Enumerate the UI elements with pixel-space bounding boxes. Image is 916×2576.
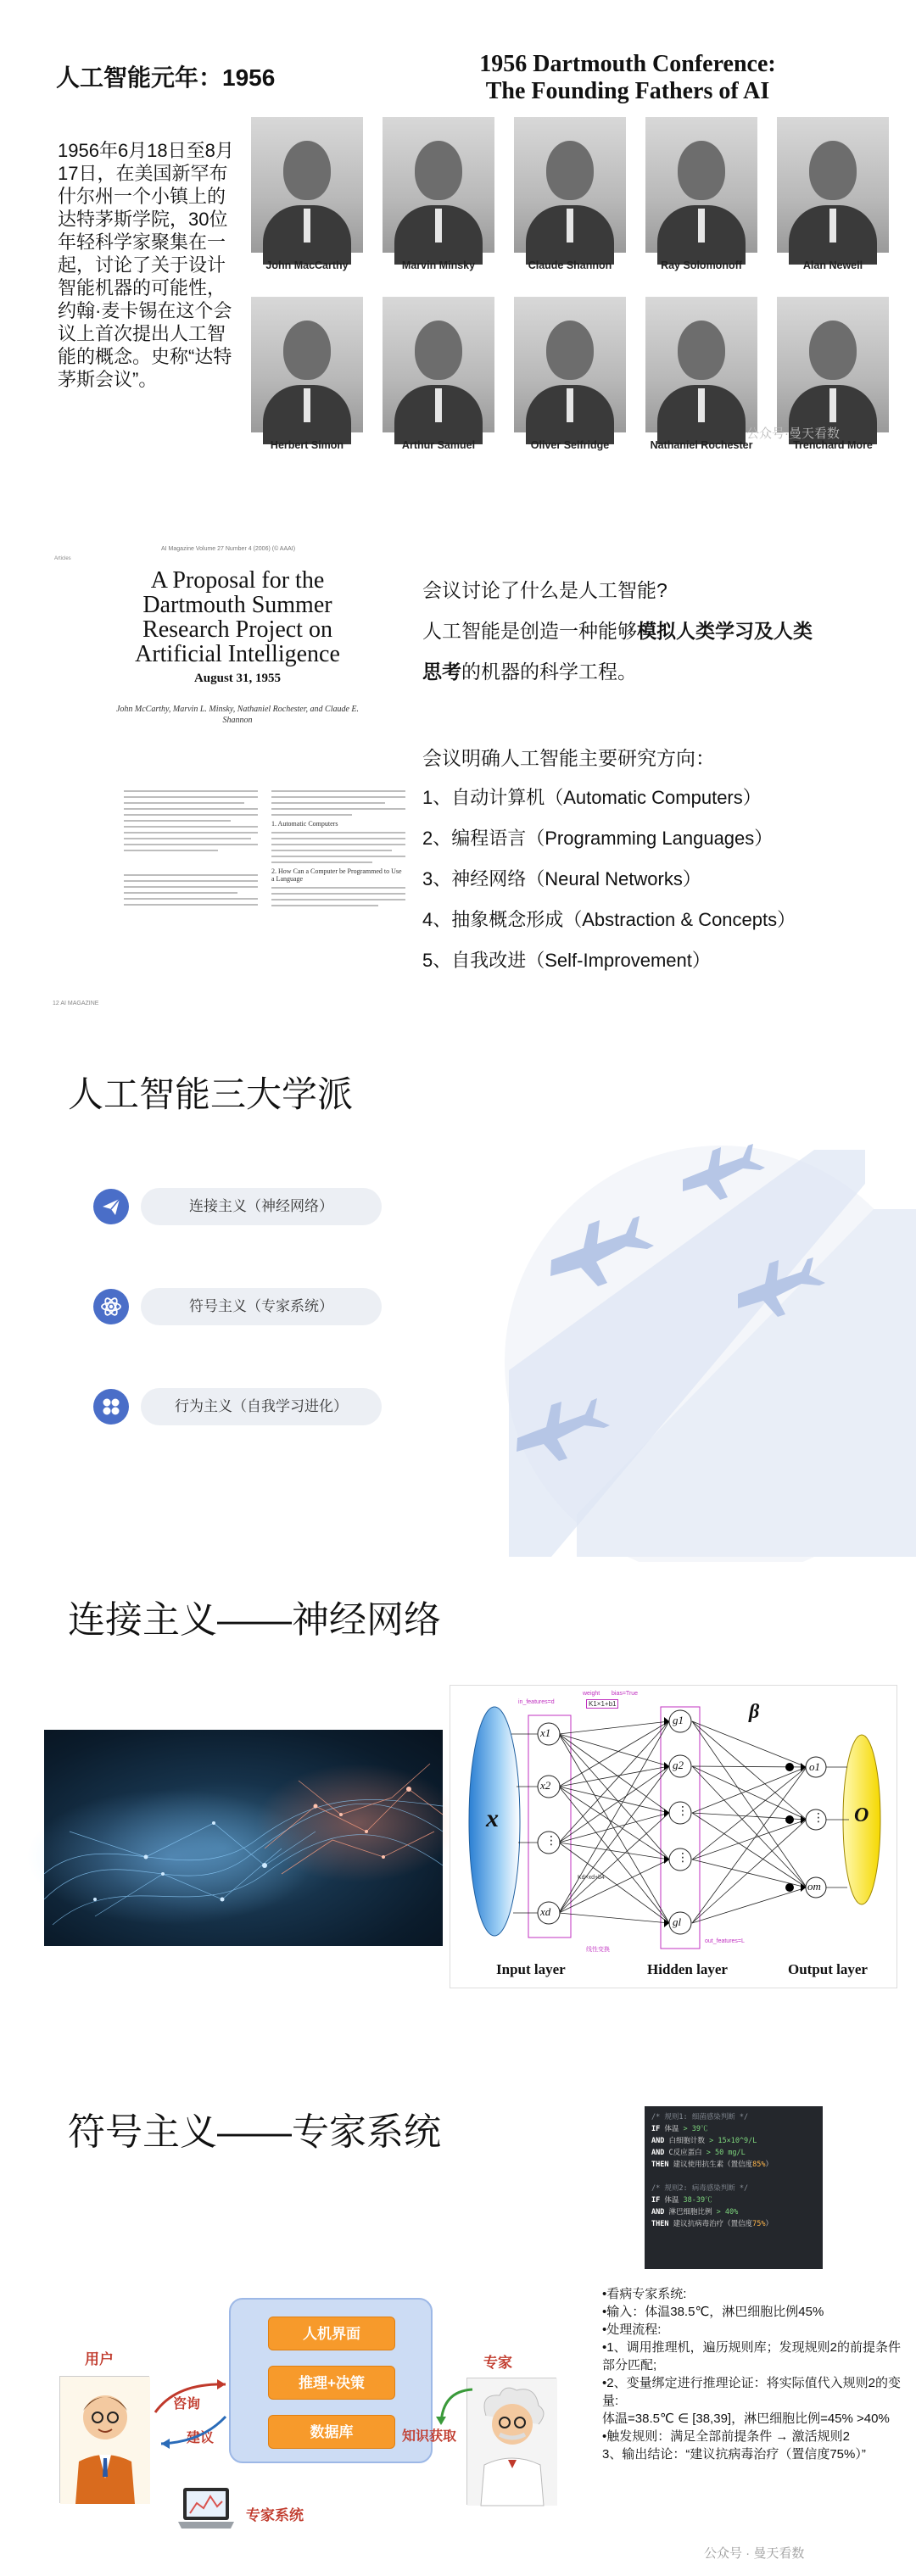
founders-heading-line2: The Founding Fathers of AI	[485, 78, 770, 104]
walkthrough-line: •2、变量绑定进行推理论证：将实际值代入规则2的变量:	[602, 2376, 901, 2408]
portrait-name: Oliver Selfridge	[530, 439, 610, 451]
rule1-comment: /* 规则1: 细菌感染判断 */	[651, 2113, 749, 2122]
nn-input-node-4: xd	[540, 1905, 551, 1918]
knowledge-acquisition-label: 知识获取	[402, 2429, 457, 2444]
watermark: 公众号·曼天看数	[746, 427, 840, 441]
paper-header: AI Magazine Volume 27 Number 4 (2006) (© AAAI)	[161, 546, 296, 552]
atom-icon	[93, 1289, 129, 1324]
slide1-title: 人工智能元年：1956	[56, 64, 276, 91]
portrait-photo	[251, 117, 363, 253]
consult-label: 咨询	[173, 2397, 201, 2412]
portrait-2	[379, 117, 498, 271]
expert-system-diagram	[51, 2281, 594, 2561]
paper-authors: John McCarthy, Marvin L. Minsky, Nathaniel Rochester, and Claude E. Shannon	[115, 705, 360, 725]
direction-item: 4、抽象概念形成（Abstraction & Concepts）	[422, 909, 796, 930]
directions-title: 会议明确人工智能主要研究方向：	[422, 747, 715, 769]
portrait-photo	[777, 117, 889, 253]
nn-input-layer-label: Input layer	[496, 1961, 566, 1977]
nn-out-features-note: out_features=L	[705, 1938, 745, 1944]
nn-input-node-3: ⋮	[545, 1833, 557, 1847]
portrait-photo	[645, 297, 757, 432]
ai-definition-line2	[422, 656, 637, 684]
slide-dartmouth-1956	[0, 0, 916, 475]
direction-item: 5、自我改进（Self-Improvement）	[422, 950, 711, 971]
nn-hidden-node-1: g1	[673, 1714, 684, 1726]
nn-hidden-node-4: ⋮	[677, 1850, 689, 1864]
direction-item: 1、自动计算机（Automatic Computers）	[422, 787, 762, 808]
school-symbolism-pill: 符号主义（专家系统）	[141, 1288, 382, 1325]
nn-weight-note: weight	[583, 1691, 600, 1697]
diagnosis-walkthrough	[602, 2285, 908, 2463]
nn-output-layer-label: Output layer	[788, 1961, 868, 1977]
portrait-7	[379, 297, 498, 451]
nn-output-node-3: om	[807, 1880, 821, 1893]
paper-title: A Proposal for the Dartmouth Summer Research Project on Artificial Intelligence	[135, 567, 340, 667]
expert-rules-code	[645, 2106, 823, 2269]
portrait-name: Ray Solomonoff	[661, 259, 742, 271]
paper-section-1: 1. Automatic Computers	[271, 820, 338, 828]
direction-item: 3、神经网络（Neural Networks）	[422, 868, 701, 889]
portrait-photo	[383, 297, 494, 432]
knowledge-arrow	[434, 2383, 477, 2434]
slide1-body-text: 1956年6月18日至8月17日，在美国新罕布什尔州一个小镇上的达特茅斯学院，30位年轻科学家聚集在一起，讨论了关于设计智能机器的可能性，约翰·麦卡锡在这个会议上首次提出人工智能的概念。史称“达特茅斯会议”。	[58, 140, 234, 390]
hci-box: 人机界面	[268, 2317, 395, 2350]
portrait-name: Nathaniel Rochester	[650, 439, 753, 451]
slide-three-schools	[0, 1014, 916, 1562]
slide-dartmouth-proposal	[0, 509, 916, 1006]
database-box: 数据库	[268, 2415, 395, 2449]
user-label: 用户	[85, 2351, 114, 2367]
nn-linear-note: 线性变换	[586, 1947, 610, 1953]
code-line: IF 体温 > 39℃	[651, 2125, 708, 2133]
nn-k-note: K1×1+b1	[586, 1699, 618, 1709]
paper-section-2: 2. How Can a Computer be Programmed to Use a Language	[271, 867, 402, 883]
nn-x-label: x	[486, 1804, 499, 1832]
nn-bias-note: bias=True	[612, 1691, 639, 1697]
nn-output-node-2: ⋮	[813, 1810, 824, 1824]
nn-hidden-node-2: g2	[673, 1759, 684, 1771]
slide-connectionism	[0, 1562, 916, 2003]
portrait-8	[511, 297, 629, 451]
neural-network-illustration	[44, 1730, 443, 1946]
nn-input-node-2: x2	[540, 1779, 551, 1792]
founders-heading-line1: 1956 Dartmouth Conference:	[479, 51, 776, 77]
portrait-6	[248, 297, 366, 451]
portrait-photo	[514, 297, 626, 432]
ai-definition-bold: 模拟人类学习及人类	[637, 620, 813, 642]
expert-system-label: 专家系统	[246, 2507, 304, 2523]
nn-o-label: O	[854, 1804, 869, 1826]
portrait-9	[642, 297, 761, 451]
grid-icon	[93, 1389, 129, 1425]
nn-hidden-node-3: ⋮	[677, 1804, 689, 1817]
ai-definition-post: 的机器的科学工程。	[461, 661, 637, 683]
expert-avatar	[466, 2378, 556, 2505]
paper-footer: 12 AI MAGAZINE	[53, 1001, 99, 1006]
slide4-title: 连接主义——神经网络	[68, 1599, 441, 1641]
slide-symbolism	[0, 2069, 916, 2576]
paper-plane-icon	[93, 1189, 129, 1224]
walkthrough-line: •看病专家系统:	[602, 2287, 687, 2301]
slide5-title: 符号主义——专家系统	[68, 2111, 441, 2153]
nn-input-node-1: x1	[540, 1726, 551, 1739]
portrait-1	[248, 117, 366, 271]
portrait-name: John MacCarthy	[265, 259, 349, 271]
question-what-is-ai: 会议讨论了什么是人工智能?	[422, 579, 667, 601]
ai-definition-line1	[422, 616, 813, 644]
portrait-photo	[777, 297, 889, 432]
nn-in-features-note: in_features=d	[518, 1699, 555, 1705]
direction-item: 2、编程语言（Programming Languages）	[422, 828, 774, 849]
advice-label: 建议	[187, 2431, 215, 2445]
paper-tag: Articles	[54, 556, 71, 561]
reasoning-box: 推理+决策	[268, 2366, 395, 2400]
portrait-photo	[251, 297, 363, 432]
nn-beta-label: β	[749, 1701, 760, 1723]
user-avatar	[59, 2376, 149, 2503]
code-line: AND 白细胞计数 > 15×10^9/L	[651, 2137, 757, 2145]
nn-hidden-layer-label: Hidden layer	[647, 1961, 728, 1977]
airplanes-decoration	[475, 1116, 916, 1557]
walkthrough-line: 体温=38.5℃ ∈ [38,39]，淋巴细胞比例=45% >40%	[602, 2412, 890, 2426]
portrait-5	[774, 117, 892, 271]
watermark: 公众号 · 曼天看数	[704, 2546, 805, 2561]
nn-output-node-1: o1	[809, 1760, 820, 1773]
ai-definition-bold2: 思考	[422, 661, 461, 683]
ai-definition-pre: 人工智能是创造一种能够	[422, 620, 637, 642]
school-connectionism-pill: 连接主义（神经网络）	[141, 1188, 382, 1225]
laptop-icon	[176, 2484, 236, 2535]
nn-kd-note: Kd×xd+b4	[578, 1875, 605, 1881]
code-line: THEN 建议抗病毒治疗（置信度75%）	[651, 2220, 773, 2228]
slide3-title: 人工智能三大学派	[68, 1074, 354, 1114]
rule2-comment: /* 规则2: 病毒感染判断 */	[651, 2184, 749, 2193]
portrait-photo	[514, 117, 626, 253]
nn-hidden-node-5: gl	[673, 1915, 682, 1928]
code-line: THEN 建议使用抗生素（置信度85%）	[651, 2161, 773, 2169]
consult-arrows	[151, 2366, 236, 2467]
code-line: AND 淋巴细胞比例 > 40%	[651, 2208, 739, 2216]
code-line: AND C反应蛋白 > 50 mg/L	[651, 2149, 746, 2157]
paper-column-left	[124, 790, 258, 910]
code-line: IF 体温 38-39℃	[651, 2196, 712, 2205]
walkthrough-line: 3、输出结论：“建议抗病毒治疗（置信度75%）”	[602, 2447, 866, 2462]
portrait-name: Claude Shannon	[528, 259, 612, 271]
expert-label: 专家	[483, 2355, 512, 2371]
portrait-name: Marvin Minsky	[401, 259, 476, 271]
portrait-photo	[645, 117, 757, 253]
founders-heading	[373, 51, 882, 105]
walkthrough-line: •1、调用推理机，遍历规则库；发现规则2的前提条件部分匹配;	[602, 2340, 901, 2372]
portrait-name: Herbert Simon	[270, 439, 344, 451]
walkthrough-line: •输入：体温38.5℃，淋巴细胞比例45%	[602, 2305, 824, 2319]
portrait-name: Alan Newell	[802, 259, 863, 271]
walkthrough-line: •处理流程:	[602, 2322, 662, 2337]
paper-column-right	[271, 790, 405, 911]
portrait-4	[642, 117, 761, 271]
portrait-name: Trenchard More	[793, 439, 873, 451]
portrait-3	[511, 117, 629, 271]
school-behaviorism-pill: 行为主义（自我学习进化）	[141, 1388, 382, 1425]
neural-network-diagram	[450, 1685, 897, 1988]
walkthrough-line: •触发规则：满足全部前提条件 → 激活规则2	[602, 2429, 850, 2444]
proposal-paper-image	[51, 526, 407, 1006]
paper-date: August 31, 1955	[193, 672, 282, 685]
portrait-name: Arthur Samuel	[401, 439, 476, 451]
portrait-photo	[383, 117, 494, 253]
